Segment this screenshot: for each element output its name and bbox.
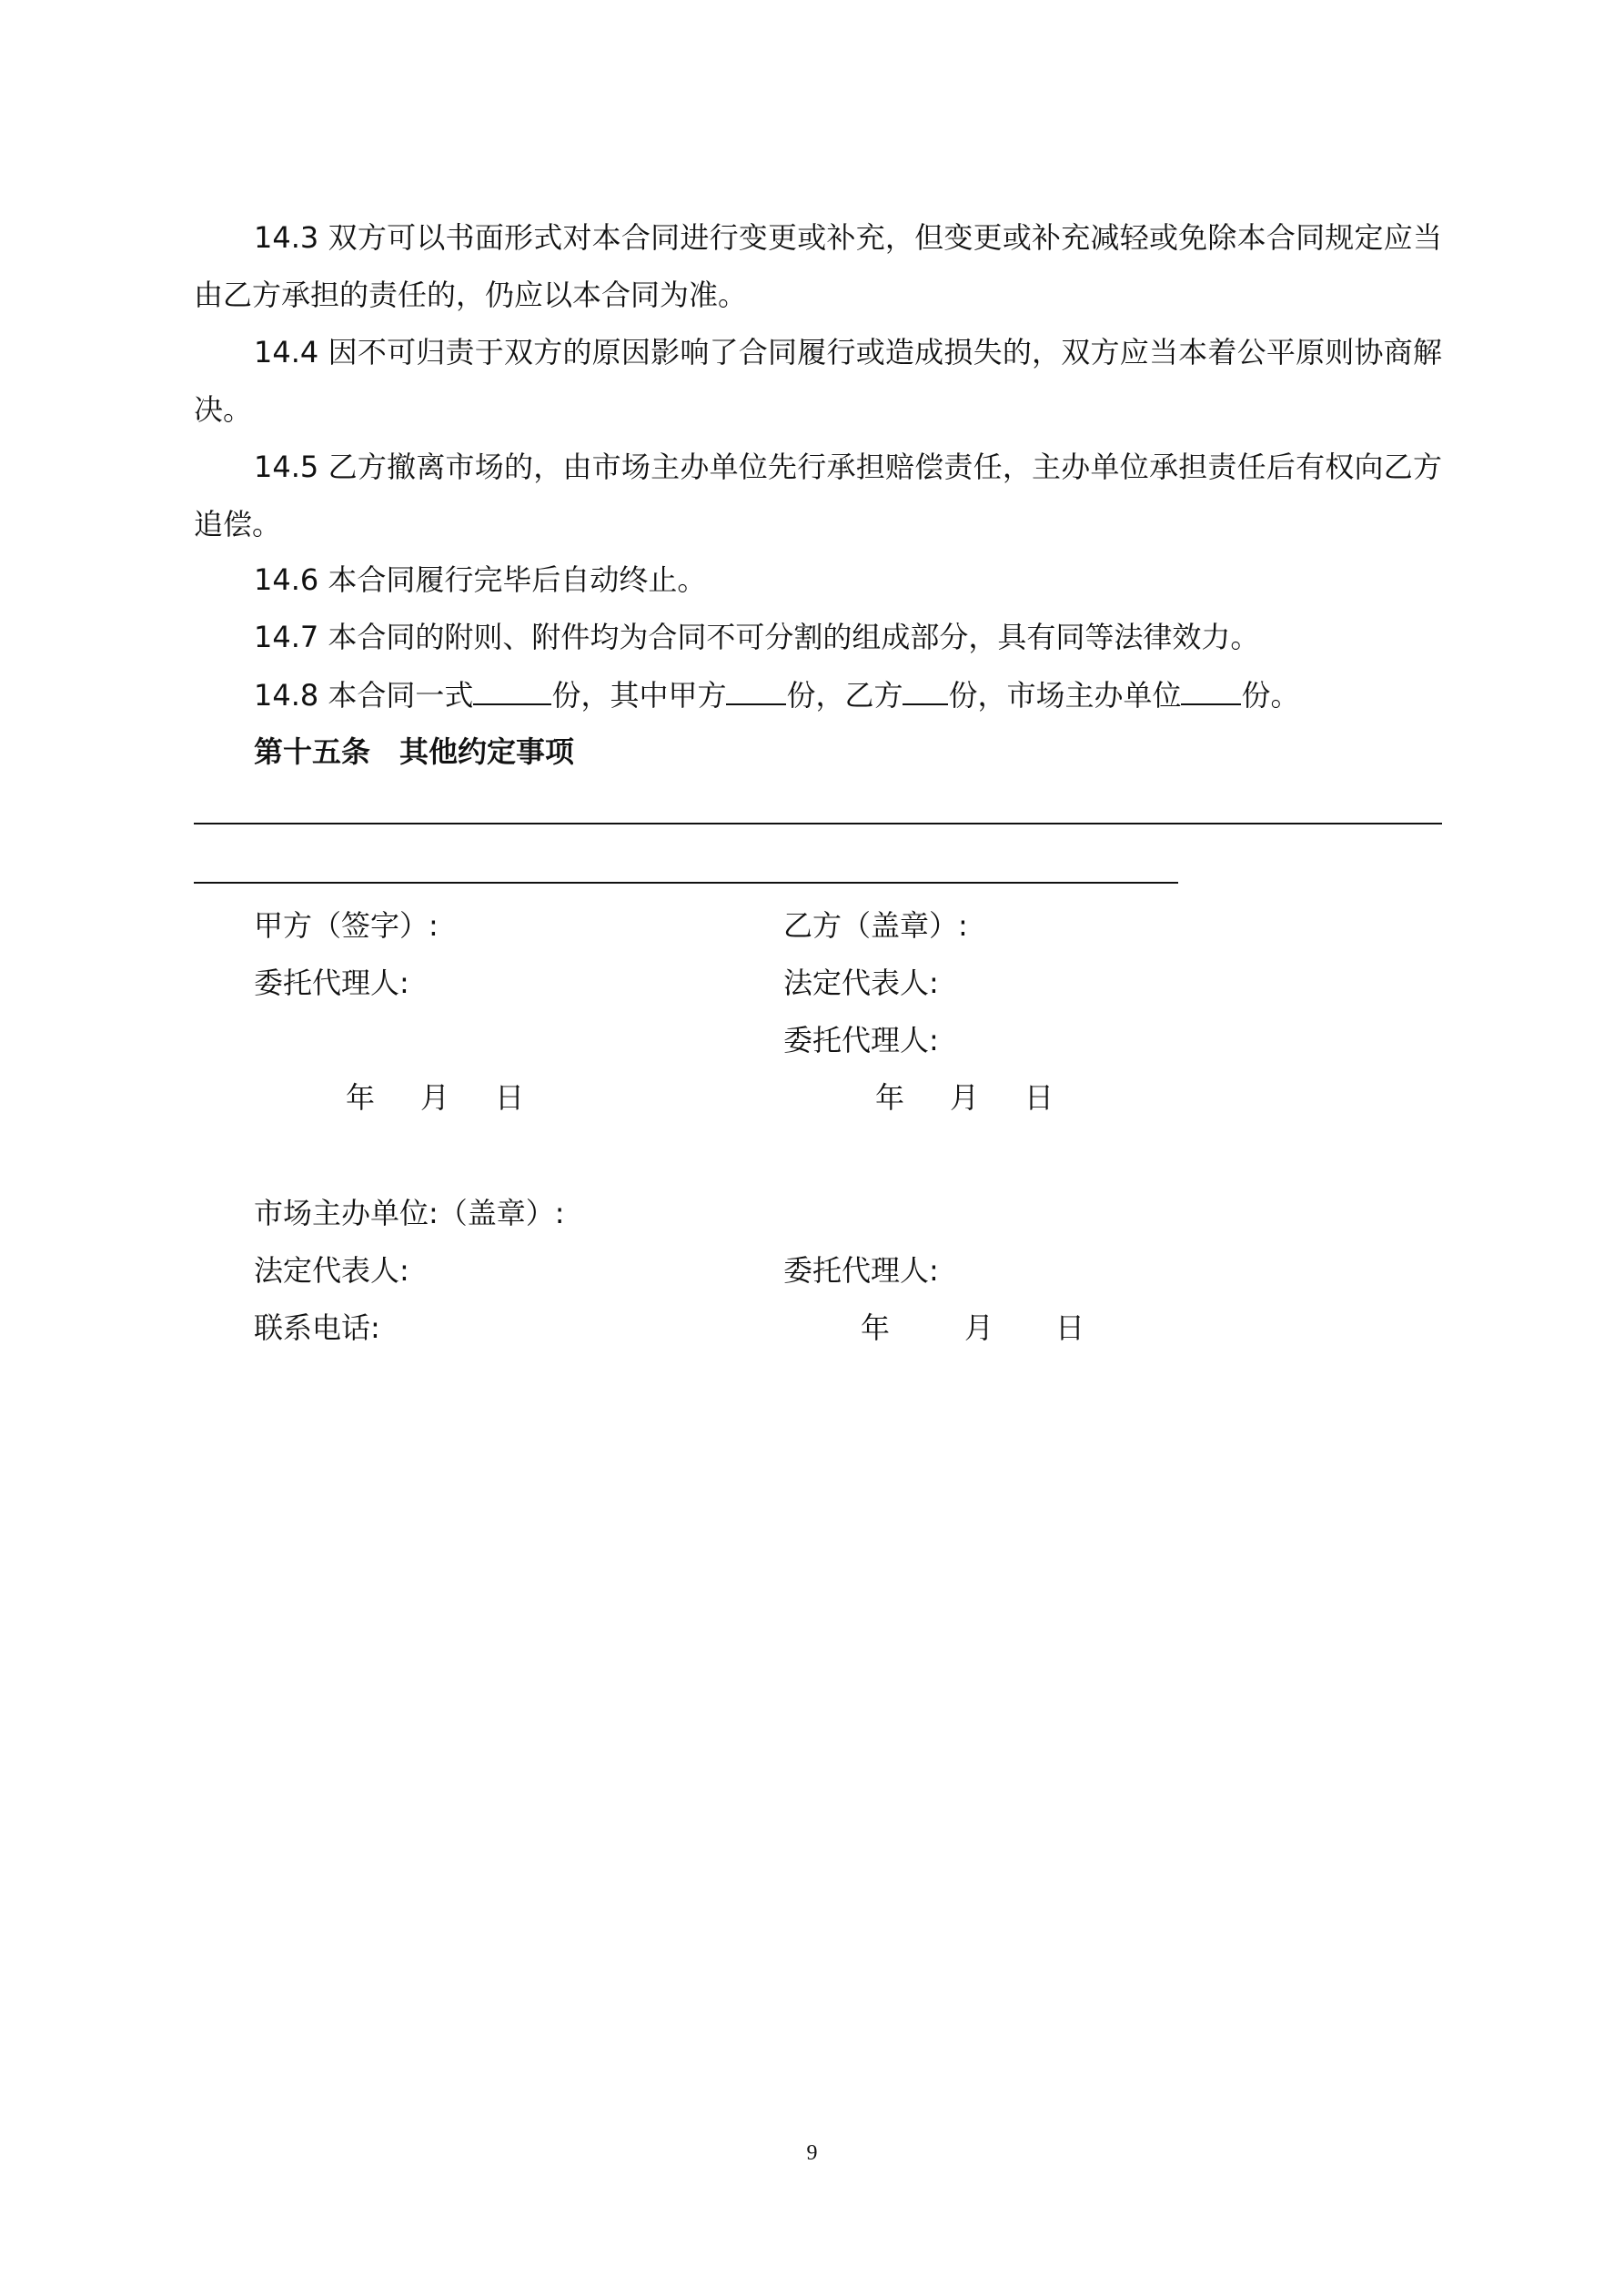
clause-14-4: 14.4 因不可归责于双方的原因影响了合同履行或造成损失的，双方应当本着公平原则协商解决。 [194, 335, 1442, 427]
clause-14-8 [254, 676, 1300, 713]
market-host-seal-label: 市场主办单位:（盖章）: [254, 1196, 565, 1230]
clause-14-8-text-5: 份。 [1241, 678, 1300, 713]
clause-14-8-text-2: 份，其中甲方 [551, 678, 727, 713]
clause-14-8-text-1: 14.8 本合同一式 [254, 678, 474, 713]
clause-14-8-text-3: 份，乙方 [786, 678, 903, 713]
date-month: 月 [420, 1080, 450, 1115]
date-year: 年 [861, 1310, 891, 1345]
market-legal-rep-label: 法定代表人: [254, 1253, 409, 1288]
copies-market-host-blank [1181, 676, 1241, 705]
party-b-legal-rep-label: 法定代表人: [783, 966, 939, 1000]
party-b-seal-label: 乙方（盖章）: [783, 908, 968, 943]
date-month: 月 [950, 1080, 980, 1115]
date-day: 日 [1055, 1310, 1085, 1345]
party-a-agent-label: 委托代理人: [254, 966, 409, 1000]
other-terms-line-2 [194, 882, 1178, 884]
market-agent-label: 委托代理人: [783, 1253, 939, 1288]
party-b-agent-label: 委托代理人: [783, 1023, 939, 1057]
clause-14-6: 14.6 本合同履行完毕后自动终止。 [254, 562, 707, 597]
market-phone-label: 联系电话: [254, 1310, 380, 1345]
clause-14-7: 14.7 本合同的附则、附件均为合同不可分割的组成部分，具有同等法律效力。 [254, 620, 1260, 654]
copies-party-b-blank [903, 676, 948, 705]
date-year: 年 [875, 1080, 905, 1115]
date-year: 年 [346, 1080, 376, 1115]
party-b-date [875, 1079, 1054, 1116]
page-number: 9 [806, 2141, 818, 2165]
article-15-heading: 第十五条 其他约定事项 [254, 734, 575, 769]
copies-party-a-blank [726, 676, 786, 705]
party-a-signature-label: 甲方（签字）: [254, 908, 439, 943]
clause-14-3: 14.3 双方可以书面形式对本合同进行变更或补充，但变更或补充减轻或免除本合同规定应当由乙方承担的责任的，仍应以本合同为准。 [194, 220, 1442, 312]
clause-14-5: 14.5 乙方撤离市场的，由市场主办单位先行承担赔偿责任，主办单位承担责任后有权向乙方追偿。 [194, 450, 1442, 541]
date-day: 日 [495, 1080, 525, 1115]
date-month: 月 [964, 1310, 994, 1345]
clause-14-8-text-4: 份，市场主办单位 [948, 678, 1182, 713]
date-day: 日 [1024, 1080, 1054, 1115]
copies-total-blank [473, 676, 551, 705]
market-date [861, 1310, 1084, 1346]
other-terms-line-1 [194, 823, 1442, 824]
party-a-date [346, 1079, 524, 1116]
